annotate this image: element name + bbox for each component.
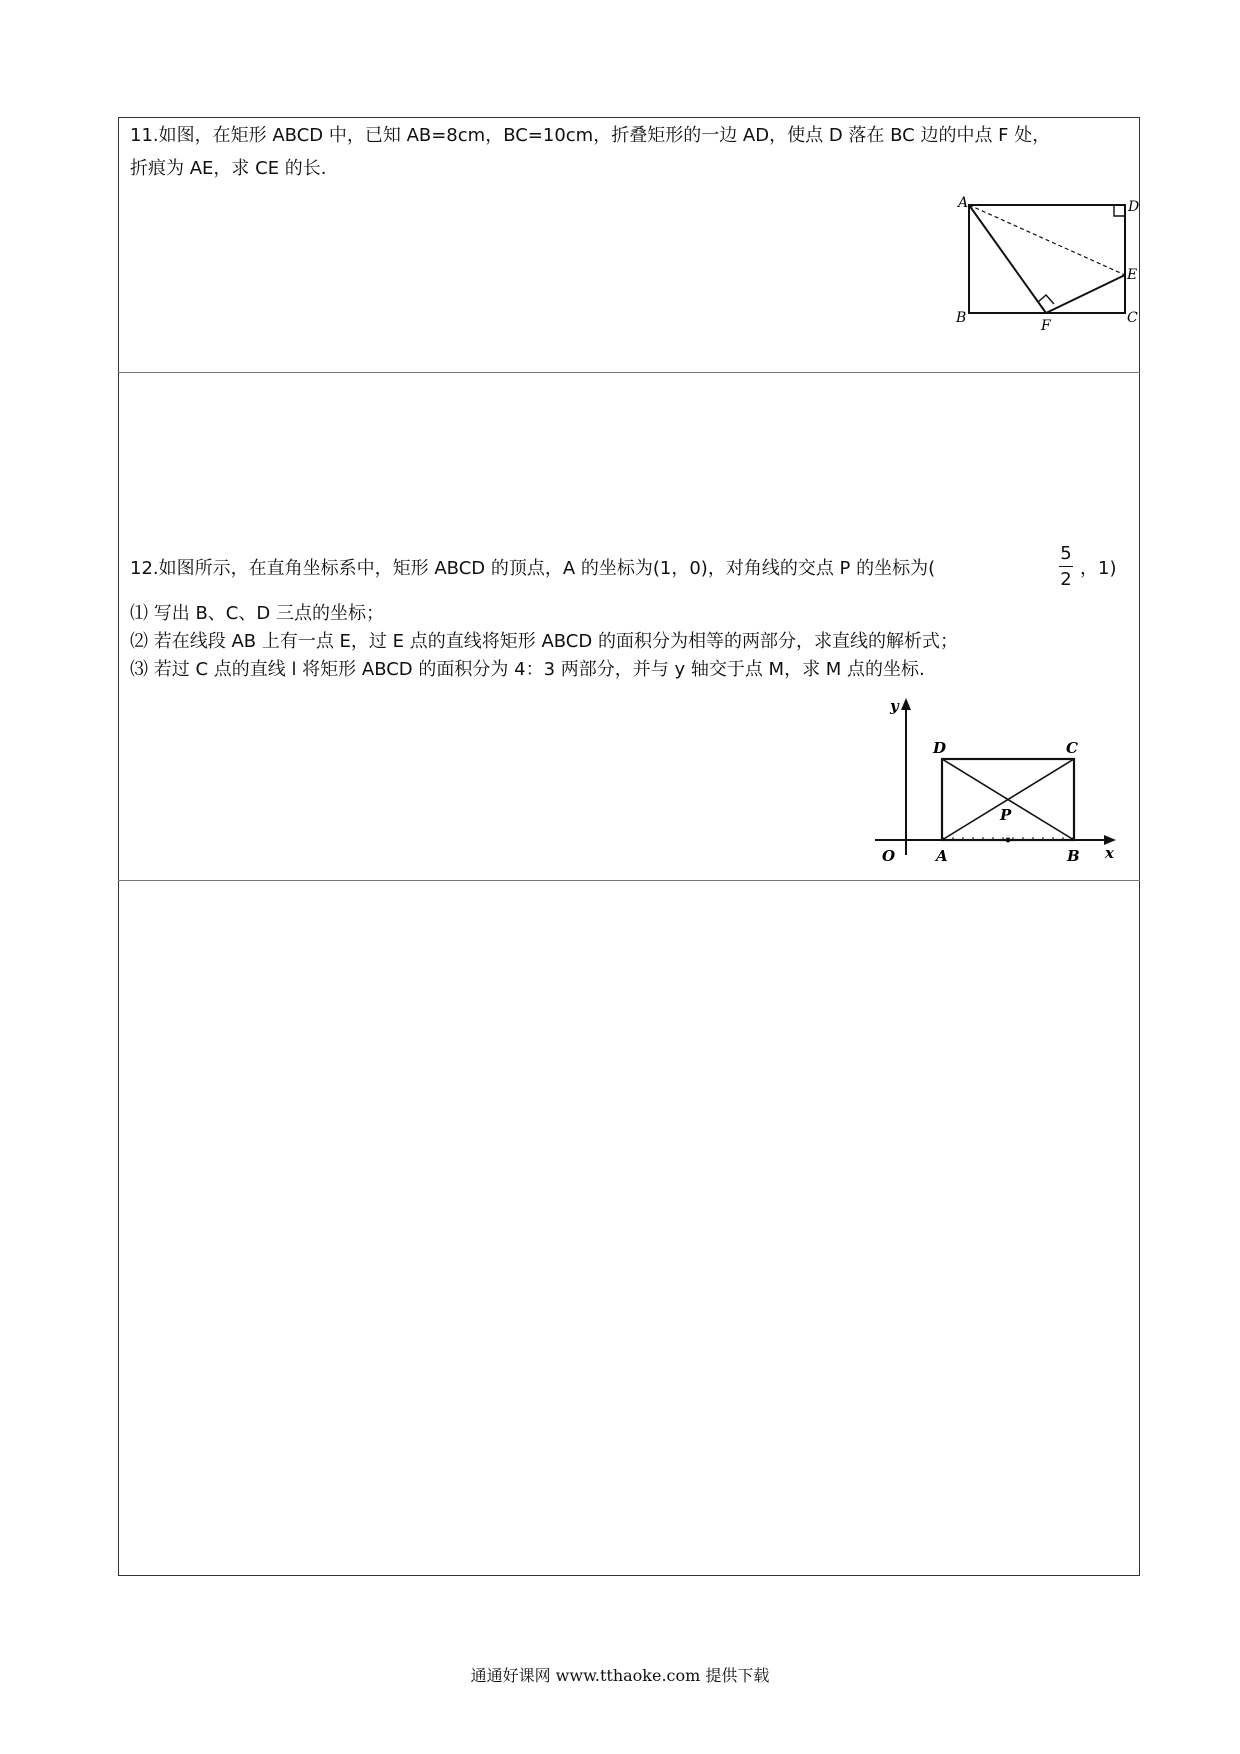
row-divider bbox=[118, 880, 1140, 881]
right-angle-mark-d bbox=[1114, 205, 1125, 216]
label-f: F bbox=[1041, 318, 1051, 334]
label-x: x bbox=[1105, 844, 1114, 862]
label-a: A bbox=[958, 195, 969, 211]
label-c: C bbox=[1127, 310, 1138, 326]
label-e: E bbox=[1127, 267, 1138, 283]
q12-line1-before: 12.如图所示，在直角坐标系中，矩形 ABCD 的顶点，A 的坐标为(1，0)，对角线的交点 P 的坐标为( bbox=[130, 558, 936, 579]
fraction-denominator: 2 bbox=[1060, 569, 1072, 590]
q12-figure bbox=[870, 690, 1120, 870]
fold-line-ae bbox=[969, 205, 1125, 275]
label-b: B bbox=[956, 310, 967, 326]
q12-sub1: ⑴ 写出 B、C、D 三点的坐标； bbox=[130, 603, 384, 624]
segment-af bbox=[969, 205, 1046, 313]
right-angle-mark-f bbox=[1038, 295, 1054, 304]
fraction-bar bbox=[1059, 566, 1073, 567]
label-b: B bbox=[1067, 847, 1080, 865]
q12-line1-after: ，1) bbox=[1080, 558, 1117, 579]
q11-figure bbox=[950, 195, 1140, 335]
q12-sub3: ⑶ 若过 C 点的直线 l 将矩形 ABCD 的面积分为 4：3 两部分，并与 y 轴交于点 M，求 M 点的坐标. bbox=[130, 659, 925, 680]
footer-credit: 通通好课网 www.tthaoke.com 提供下载 bbox=[470, 1666, 770, 1685]
label-o: O bbox=[882, 847, 896, 865]
label-p: P bbox=[1000, 806, 1012, 824]
q12-line1 bbox=[130, 560, 935, 578]
q11-line2: 折痕为 AE，求 CE 的长. bbox=[130, 158, 327, 179]
row-divider bbox=[118, 372, 1140, 373]
tick-dot bbox=[1006, 838, 1011, 843]
label-y: y bbox=[890, 697, 899, 715]
y-axis-arrow bbox=[901, 698, 911, 710]
label-d: D bbox=[1128, 199, 1140, 215]
label-c: C bbox=[1066, 739, 1078, 757]
q12-sub2: ⑵ 若在线段 AB 上有一点 E，过 E 点的直线将矩形 ABCD 的面积分为相等的两部分，求直线的解析式； bbox=[130, 631, 958, 652]
fraction-numerator: 5 bbox=[1060, 543, 1072, 564]
segment-fe bbox=[1046, 275, 1125, 313]
q11-line1: 11.如图，在矩形 ABCD 中，已知 AB=8cm，BC=10cm，折叠矩形的一边 AD，使点 D 落在 BC 边的中点 F 处， bbox=[130, 125, 1051, 146]
label-d: D bbox=[933, 739, 947, 757]
label-a: A bbox=[936, 847, 948, 865]
